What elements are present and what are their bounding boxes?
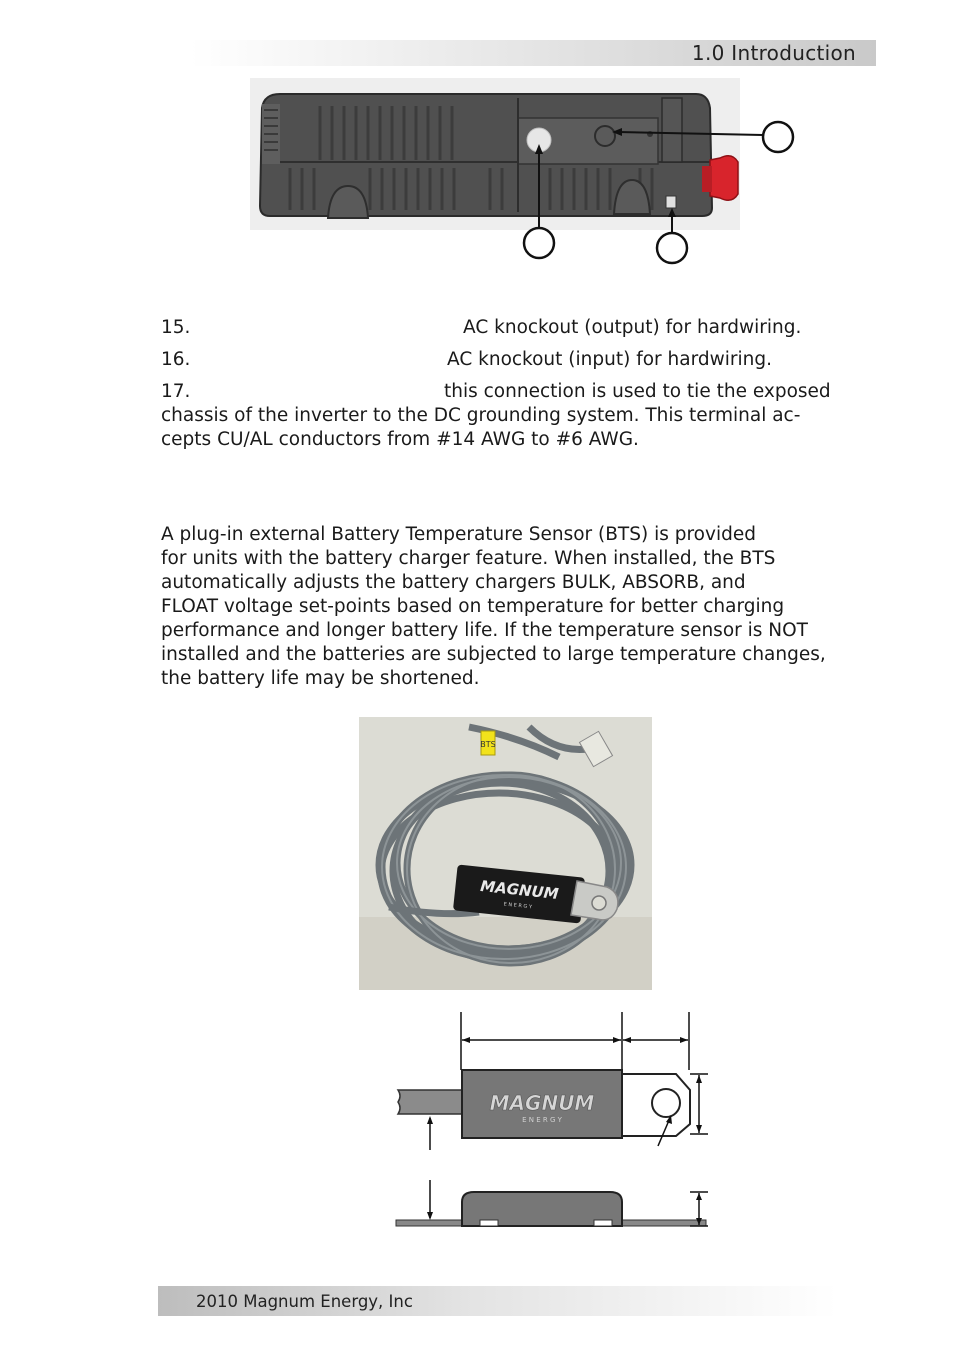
item-text: this connection is used to tie the exposed: [444, 381, 831, 402]
bts-drawing-brand-sub: E N E R G Y: [522, 1116, 562, 1124]
bts-photo-brand-sub: E N E R G Y: [503, 901, 533, 911]
item-number: 16.: [161, 349, 191, 370]
inverter-side-view-drawing: [250, 78, 810, 268]
footer-copyright: 2010 Magnum Energy, Inc: [196, 1292, 413, 1311]
bts-photo: [359, 717, 652, 994]
bts-tag-label: BTS: [480, 740, 496, 749]
bts-dimension-drawing: [390, 1010, 720, 1244]
inverter-side-view-figure: [250, 78, 810, 272]
bts-drawing: [390, 1010, 720, 1240]
item-text: AC knockout (output) for hardwiring.: [463, 317, 802, 338]
item-text: AC knockout (input) for hardwiring.: [447, 349, 772, 370]
bts-photo-brand: MAGNUM: [479, 876, 560, 904]
section-title: 1.0 Introduction: [691, 41, 856, 65]
bts-paragraph: A plug-in external Battery Temperature Sensor (BTS) is provided for units with the battery charger feature. When installed, the BTS automatically adjusts the battery chargers BULK, ABSORB, and FLOAT voltage set-points based on temperature for better charging performance and longer battery life. If the temperature sensor is NOT installed and the batteries are subjected to large temperature changes, the battery life may be shortened.: [161, 524, 826, 689]
item-number: 17.: [161, 381, 191, 402]
item-17-continuation: chassis of the inverter to the DC grounding system. This terminal ac- cepts CU/AL conductors from #14 AWG to #6 AWG.: [161, 405, 801, 450]
bts-photo-drawing: [359, 717, 652, 990]
item-number: 15.: [161, 317, 191, 338]
bts-drawing-brand: MAGNUM: [489, 1091, 595, 1115]
